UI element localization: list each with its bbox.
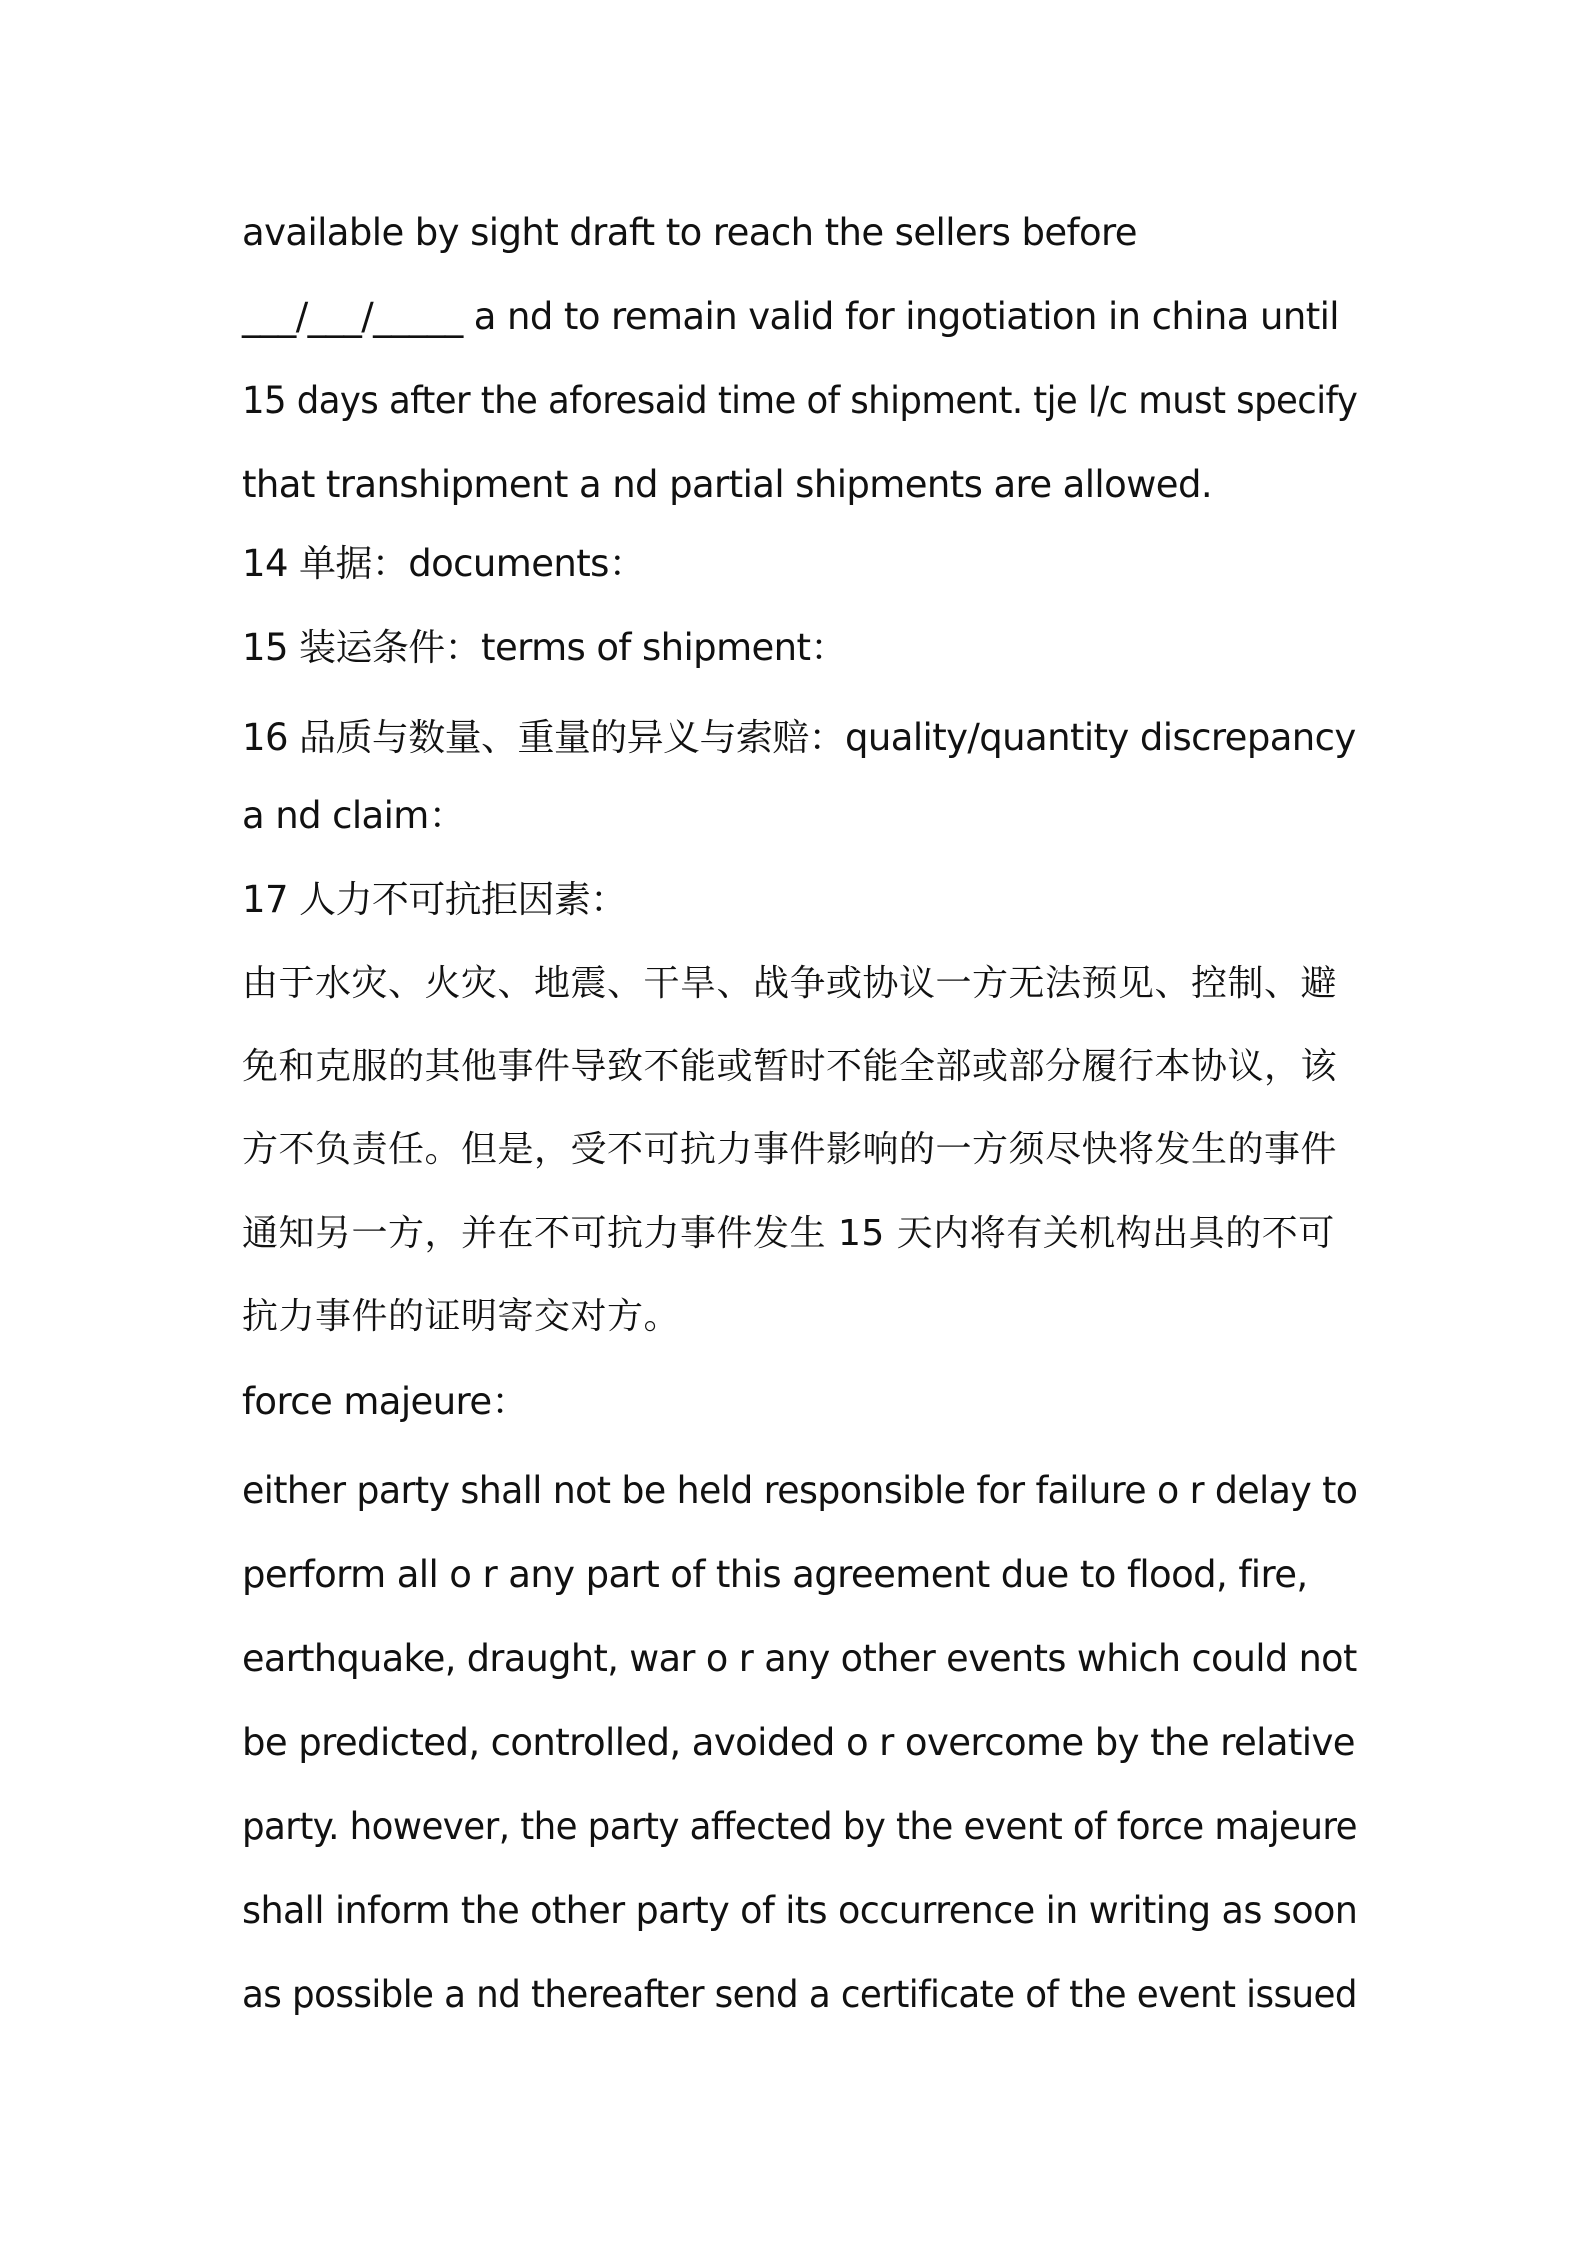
text-line-3: 15 days after the aforesaid time of shipment. tje l/c must specify xyxy=(242,379,1358,422)
chinese-paragraph-line-5: 抗力事件的证明寄交对方。 xyxy=(242,1296,681,1337)
item-16-quality-claim: 16 品质与数量、重量的异义与索赔：quality/quantity discrepancy xyxy=(242,716,1356,759)
force-majeure-heading: force majeure： xyxy=(242,1380,528,1423)
text-line-2: ___/___/_____ a nd to remain valid for ingotiation in china until xyxy=(242,295,1339,338)
chinese-paragraph-line-3: 方不负责任。但是，受不可抗力事件影响的一方须尽快将发生的事件 xyxy=(242,1129,1338,1170)
english-paragraph-line-2: perform all o r any part of this agreement due to flood, fire, xyxy=(242,1553,1308,1596)
chinese-paragraph-line-1: 由于水灾、火灾、地震、干旱、战争或协议一方无法预见、控制、避 xyxy=(242,963,1338,1004)
chinese-paragraph-line-4: 通知另一方，并在不可抗力事件发生 15 天内将有关机构出具的不可 xyxy=(242,1213,1335,1254)
english-paragraph-line-3: earthquake, draught, war o r any other events which could not xyxy=(242,1637,1357,1680)
english-paragraph-line-7: as possible a nd thereafter send a certificate of the event issued xyxy=(242,1973,1357,2016)
text-line-4: that transhipment a nd partial shipments are allowed. xyxy=(242,463,1213,506)
item-17-force-majeure-heading: 17 人力不可抗拒因素： xyxy=(242,878,627,921)
english-paragraph-line-6: shall inform the other party of its occurrence in writing as soon xyxy=(242,1889,1358,1932)
english-paragraph-line-4: be predicted, controlled, avoided o r overcome by the relative xyxy=(242,1721,1355,1764)
chinese-paragraph-line-2: 免和克服的其他事件导致不能或暂时不能全部或部分履行本协议，该 xyxy=(242,1046,1338,1087)
text-line-1: available by sight draft to reach the sellers before xyxy=(242,211,1137,254)
item-15-terms-of-shipment: 15 装运条件：terms of shipment： xyxy=(242,626,847,669)
english-paragraph-line-1: either party shall not be held responsible for failure o r delay to xyxy=(242,1469,1358,1512)
item-14-documents: 14 单据：documents： xyxy=(242,542,646,585)
text-line-8: a nd claim： xyxy=(242,794,466,837)
english-paragraph-line-5: party. however, the party affected by the event of force majeure xyxy=(242,1805,1357,1848)
